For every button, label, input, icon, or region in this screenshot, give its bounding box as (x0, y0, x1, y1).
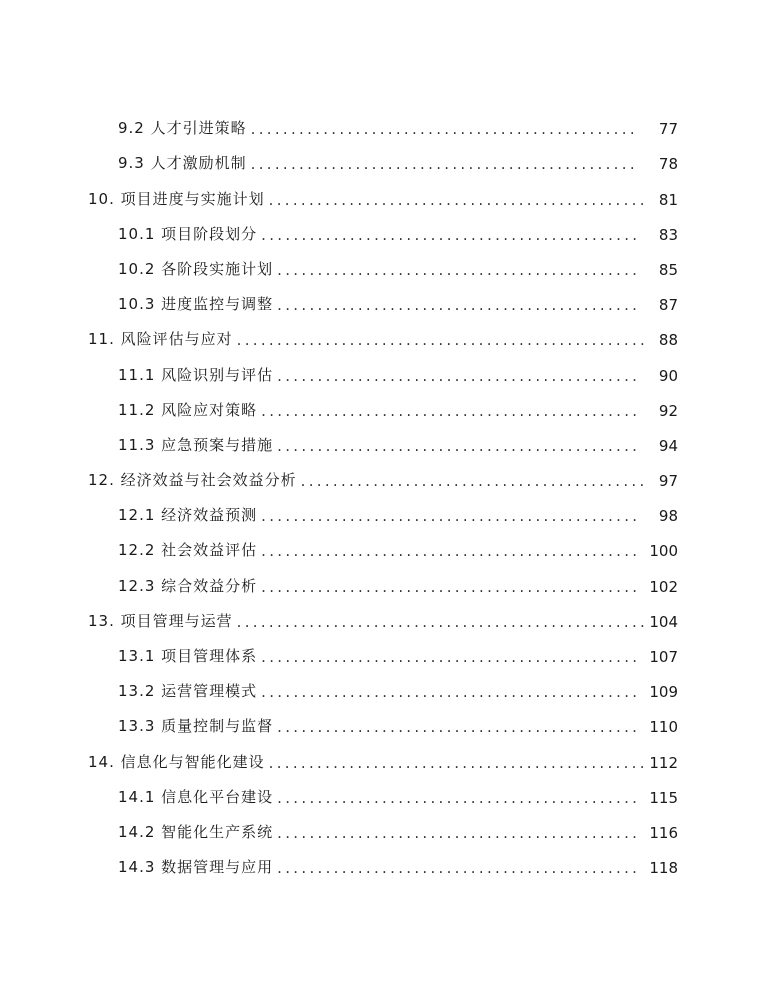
toc-entry-title: 12.1 经济效益预测 (118, 506, 258, 525)
toc-page-number: 77 (658, 120, 678, 139)
toc-page-number: 85 (658, 260, 678, 279)
toc-page-number: 109 (649, 683, 678, 702)
toc-entry-title: 12. 经济效益与社会效益分析 (88, 471, 297, 490)
toc-dot-leader (301, 472, 648, 496)
toc-entry[interactable] (88, 355, 678, 390)
toc-entry-title: 13.2 运营管理模式 (118, 682, 258, 701)
toc-dot-leader (277, 718, 636, 742)
toc-dot-leader (261, 226, 636, 250)
toc-dot-leader (269, 754, 648, 778)
toc-entry[interactable] (88, 426, 678, 461)
toc-dot-leader (237, 331, 648, 355)
toc-entry-title: 11. 风险评估与应对 (88, 330, 233, 349)
toc-entry[interactable] (88, 531, 678, 566)
toc-entry-title: 13. 项目管理与运营 (88, 611, 233, 630)
toc-chapter-entry[interactable] (88, 742, 678, 777)
toc-entry-title: 14.1 信息化平台建设 (118, 787, 274, 806)
toc-entry[interactable] (88, 144, 678, 179)
toc-page-number: 97 (658, 472, 678, 491)
toc-entry[interactable] (88, 813, 678, 848)
toc-dot-leader (237, 613, 648, 637)
toc-dot-leader (277, 437, 636, 461)
toc-dot-leader (261, 578, 636, 602)
toc-entry[interactable] (88, 285, 678, 320)
toc-dot-leader (277, 859, 636, 883)
toc-dot-leader (251, 155, 636, 179)
toc-entry[interactable] (88, 707, 678, 742)
toc-entry[interactable] (88, 250, 678, 285)
toc-entry-title: 12.3 综合效益分析 (118, 576, 258, 595)
toc-entry-title: 11.1 风险识别与评估 (118, 365, 274, 384)
toc-page-number: 100 (649, 542, 678, 561)
toc-dot-leader (261, 648, 636, 672)
toc-page-number: 92 (658, 401, 678, 420)
toc-entry-title: 13.1 项目管理体系 (118, 647, 258, 665)
toc-dot-leader (277, 261, 636, 285)
toc-entry-title: 14. 信息化与智能化建设 (88, 752, 265, 771)
toc-page-number: 110 (649, 718, 678, 737)
toc-chapter-entry[interactable] (88, 179, 678, 214)
toc-entry-title: 9.3 人才激励机制 (118, 154, 247, 173)
toc-page-number: 104 (649, 612, 678, 631)
toc-page-number: 98 (658, 507, 678, 526)
toc-entry-title: 14.3 数据管理与应用 (118, 858, 274, 877)
toc-page-number: 78 (658, 155, 678, 174)
toc-dot-leader (269, 191, 648, 215)
toc-entry-title: 10.3 进度监控与调整 (118, 295, 274, 314)
toc-entry[interactable] (88, 391, 678, 426)
toc-entry[interactable] (88, 496, 678, 531)
toc-entry-title: 10. 项目进度与实施计划 (88, 189, 265, 208)
toc-page-number: 116 (649, 823, 678, 842)
toc-entry-title: 12.2 社会效益评估 (118, 541, 258, 560)
table-of-contents (88, 109, 678, 883)
toc-entry[interactable] (88, 109, 678, 144)
toc-entry[interactable] (88, 215, 678, 250)
toc-entry-title: 13.3 质量控制与监督 (118, 717, 274, 736)
toc-dot-leader (277, 367, 636, 391)
toc-page-number: 90 (658, 366, 678, 385)
toc-page-number: 102 (649, 577, 678, 596)
toc-entry-title: 14.2 智能化生产系统 (118, 822, 274, 841)
toc-page-number: 83 (658, 225, 678, 244)
toc-page-number: 115 (649, 788, 678, 807)
toc-dot-leader (261, 542, 636, 566)
toc-entry-title: 10.2 各阶段实施计划 (118, 259, 274, 278)
toc-dot-leader (277, 789, 636, 813)
toc-entry-title: 10.1 项目阶段划分 (118, 224, 258, 243)
toc-entry[interactable] (88, 672, 678, 707)
toc-entry[interactable] (88, 848, 678, 883)
toc-dot-leader (277, 296, 636, 320)
toc-entry[interactable] (88, 778, 678, 813)
toc-entry[interactable] (88, 566, 678, 601)
toc-page-number: 107 (649, 648, 678, 666)
toc-dot-leader (251, 120, 636, 144)
toc-entry[interactable] (88, 637, 678, 672)
toc-entry-title: 11.2 风险应对策略 (118, 400, 258, 419)
toc-entry-title: 11.3 应急预案与措施 (118, 435, 274, 454)
toc-chapter-entry[interactable] (88, 602, 678, 637)
toc-page-number: 118 (649, 859, 678, 878)
toc-chapter-entry[interactable] (88, 320, 678, 355)
toc-page-number: 112 (649, 753, 678, 772)
toc-page-number: 81 (658, 190, 678, 209)
toc-dot-leader (261, 507, 636, 531)
toc-page-number: 87 (658, 296, 678, 315)
toc-dot-leader (261, 683, 636, 707)
toc-dot-leader (261, 402, 636, 426)
toc-entry-title: 9.2 人才引进策略 (118, 119, 247, 138)
toc-page-number: 94 (658, 436, 678, 455)
toc-page-number: 88 (658, 331, 678, 350)
toc-dot-leader (277, 824, 636, 848)
toc-chapter-entry[interactable] (88, 461, 678, 496)
